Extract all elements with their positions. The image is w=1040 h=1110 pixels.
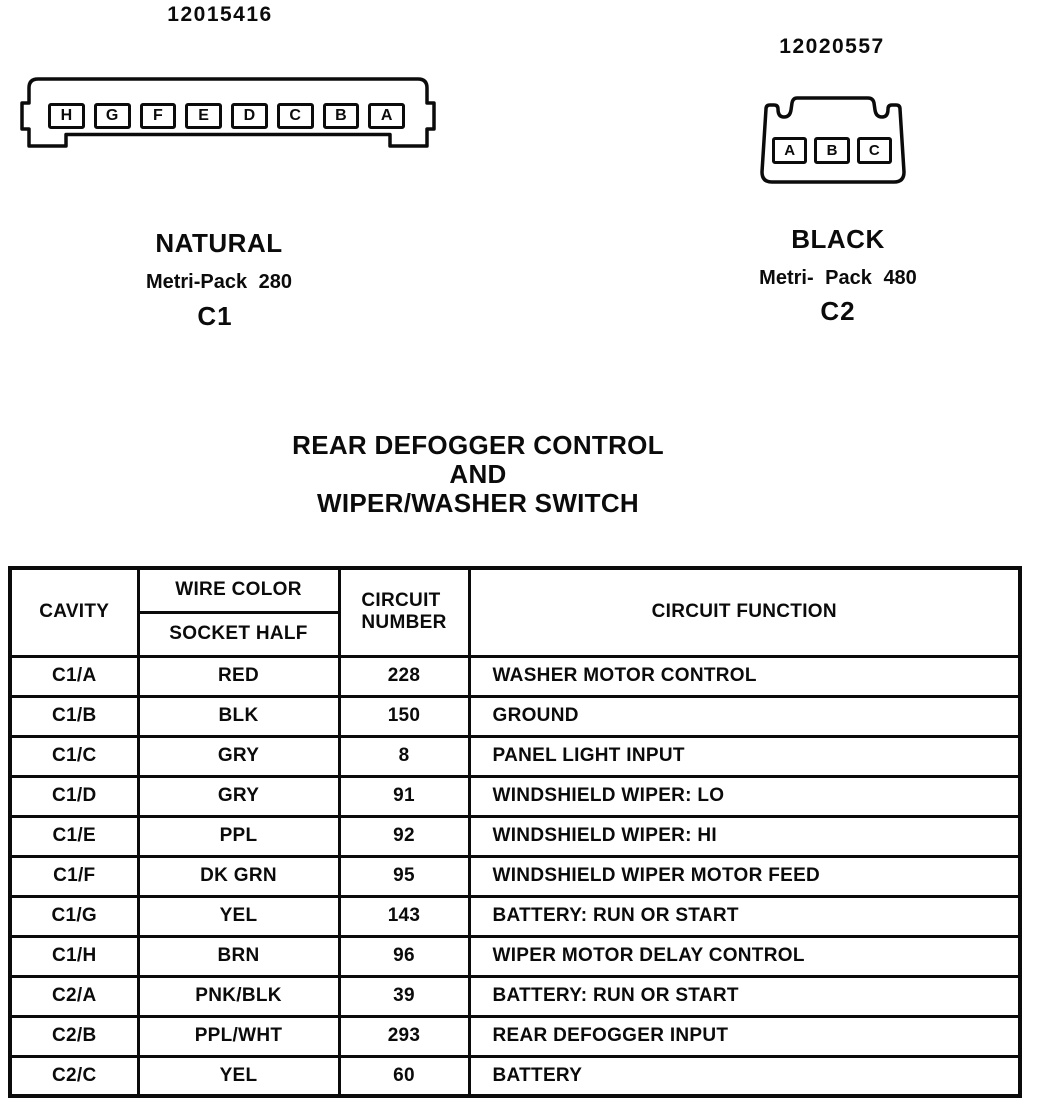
c2-color-label: BLACK (791, 224, 885, 254)
circuit-number-cell: 96 (339, 936, 469, 976)
circuit-function-cell: WINDSHIELD WIPER: HI (469, 816, 1020, 856)
circuit-number-cell: 60 (339, 1056, 469, 1096)
table-row (10, 656, 1020, 696)
table-row (10, 736, 1020, 776)
table-row (10, 1016, 1020, 1056)
c2-cavity-c: C (857, 137, 892, 164)
wire-color-cell: RED (138, 656, 339, 696)
wire-color-cell: GRY (138, 736, 339, 776)
cavity-cell: C1/F (10, 856, 138, 896)
circuit-function-column-header: CIRCUIT FUNCTION (469, 568, 1020, 656)
circuit-number-header-text (361, 590, 446, 634)
c1-cavity-g: G (94, 103, 131, 129)
cavity-cell: C1/E (10, 816, 138, 856)
wire-color-cell: PPL/WHT (138, 1016, 339, 1056)
c1-cavity-f: F (140, 103, 177, 129)
table-row (10, 696, 1020, 736)
circuit-function-cell: BATTERY: RUN OR START (469, 976, 1020, 1016)
wire-color-cell: YEL (138, 896, 339, 936)
circuit-function-cell: BATTERY: RUN OR START (469, 896, 1020, 936)
circuit-number-cell: 95 (339, 856, 469, 896)
circuit-number-cell: 91 (339, 776, 469, 816)
c1-cavity-h: H (48, 103, 85, 129)
page-title-line3: WIPER/WASHER SWITCH (316, 488, 640, 518)
table-row (10, 816, 1020, 856)
cavity-cell: C1/C (10, 736, 138, 776)
c1-cavity-d: D (231, 103, 268, 129)
cavity-cell: C2/B (10, 1016, 138, 1056)
circuit-number-cell: 228 (339, 656, 469, 696)
cavity-cell: C1/D (10, 776, 138, 816)
c1-part-number: 12015416 (167, 3, 273, 26)
c2-designation: C2 (820, 296, 856, 326)
cavity-cell: C1/G (10, 896, 138, 936)
page-title (188, 431, 768, 518)
connector-c1-diagram (18, 76, 438, 150)
table-row (10, 976, 1020, 1016)
circuit-number-column-header (339, 568, 469, 656)
c2-cavity-b: B (814, 137, 849, 164)
c1-cavity-b: B (323, 103, 360, 129)
circuit-function-cell: WASHER MOTOR CONTROL (469, 656, 1020, 696)
page-title-line2: AND (449, 459, 507, 489)
wire-color-cell: PPL (138, 816, 339, 856)
wire-color-cell: PNK/BLK (138, 976, 339, 1016)
page-title-line1: REAR DEFOGGER CONTROL (292, 430, 664, 460)
circuit-function-cell: GROUND (469, 696, 1020, 736)
table-row (10, 1056, 1020, 1096)
table-row (10, 896, 1020, 936)
circuit-number-cell: 143 (339, 896, 469, 936)
circuit-number-cell: 39 (339, 976, 469, 1016)
cavity-cell: C1/A (10, 656, 138, 696)
wire-color-cell: DK GRN (138, 856, 339, 896)
table-row (10, 776, 1020, 816)
table-row (10, 936, 1020, 976)
circuit-number-header-line2: NUMBER (361, 612, 447, 634)
circuit-function-cell: BATTERY (469, 1056, 1020, 1096)
pinout-table (8, 566, 1022, 1098)
socket-half-column-header: SOCKET HALF (138, 612, 339, 656)
connector-c2-diagram (760, 94, 906, 186)
wire-color-cell: BLK (138, 696, 339, 736)
circuit-number-header-line1: CIRCUIT (361, 590, 441, 612)
circuit-function-cell: REAR DEFOGGER INPUT (469, 1016, 1020, 1056)
wire-color-cell: YEL (138, 1056, 339, 1096)
c2-cavity-row (772, 137, 892, 164)
cavity-cell: C1/B (10, 696, 138, 736)
c1-cavity-c: C (277, 103, 314, 129)
c1-series-label: Metri-Pack 280 (145, 271, 293, 293)
circuit-function-cell: PANEL LIGHT INPUT (469, 736, 1020, 776)
c1-color-label: NATURAL (155, 228, 283, 258)
c1-cavity-a: A (368, 103, 405, 129)
cavity-cell: C2/A (10, 976, 138, 1016)
circuit-number-cell: 150 (339, 696, 469, 736)
circuit-function-cell: WIPER MOTOR DELAY CONTROL (469, 936, 1020, 976)
wire-color-cell: GRY (138, 776, 339, 816)
c2-cavity-a: A (772, 137, 807, 164)
c1-cavity-row (48, 103, 405, 129)
c2-series-label: Metri- Pack 480 (759, 267, 917, 289)
table-header-row-1 (10, 568, 1020, 612)
cavity-cell: C2/C (10, 1056, 138, 1096)
circuit-number-cell: 293 (339, 1016, 469, 1056)
circuit-number-cell: 92 (339, 816, 469, 856)
c2-part-number: 12020557 (779, 35, 885, 58)
cavity-cell: C1/H (10, 936, 138, 976)
wire-color-cell: BRN (138, 936, 339, 976)
c1-cavity-e: E (185, 103, 222, 129)
circuit-function-cell: WINDSHIELD WIPER: LO (469, 776, 1020, 816)
c1-designation: C1 (197, 301, 233, 331)
table-row (10, 856, 1020, 896)
circuit-function-cell: WINDSHIELD WIPER MOTOR FEED (469, 856, 1020, 896)
wire-color-column-header: WIRE COLOR (138, 568, 339, 612)
cavity-column-header: CAVITY (10, 568, 138, 656)
circuit-number-cell: 8 (339, 736, 469, 776)
